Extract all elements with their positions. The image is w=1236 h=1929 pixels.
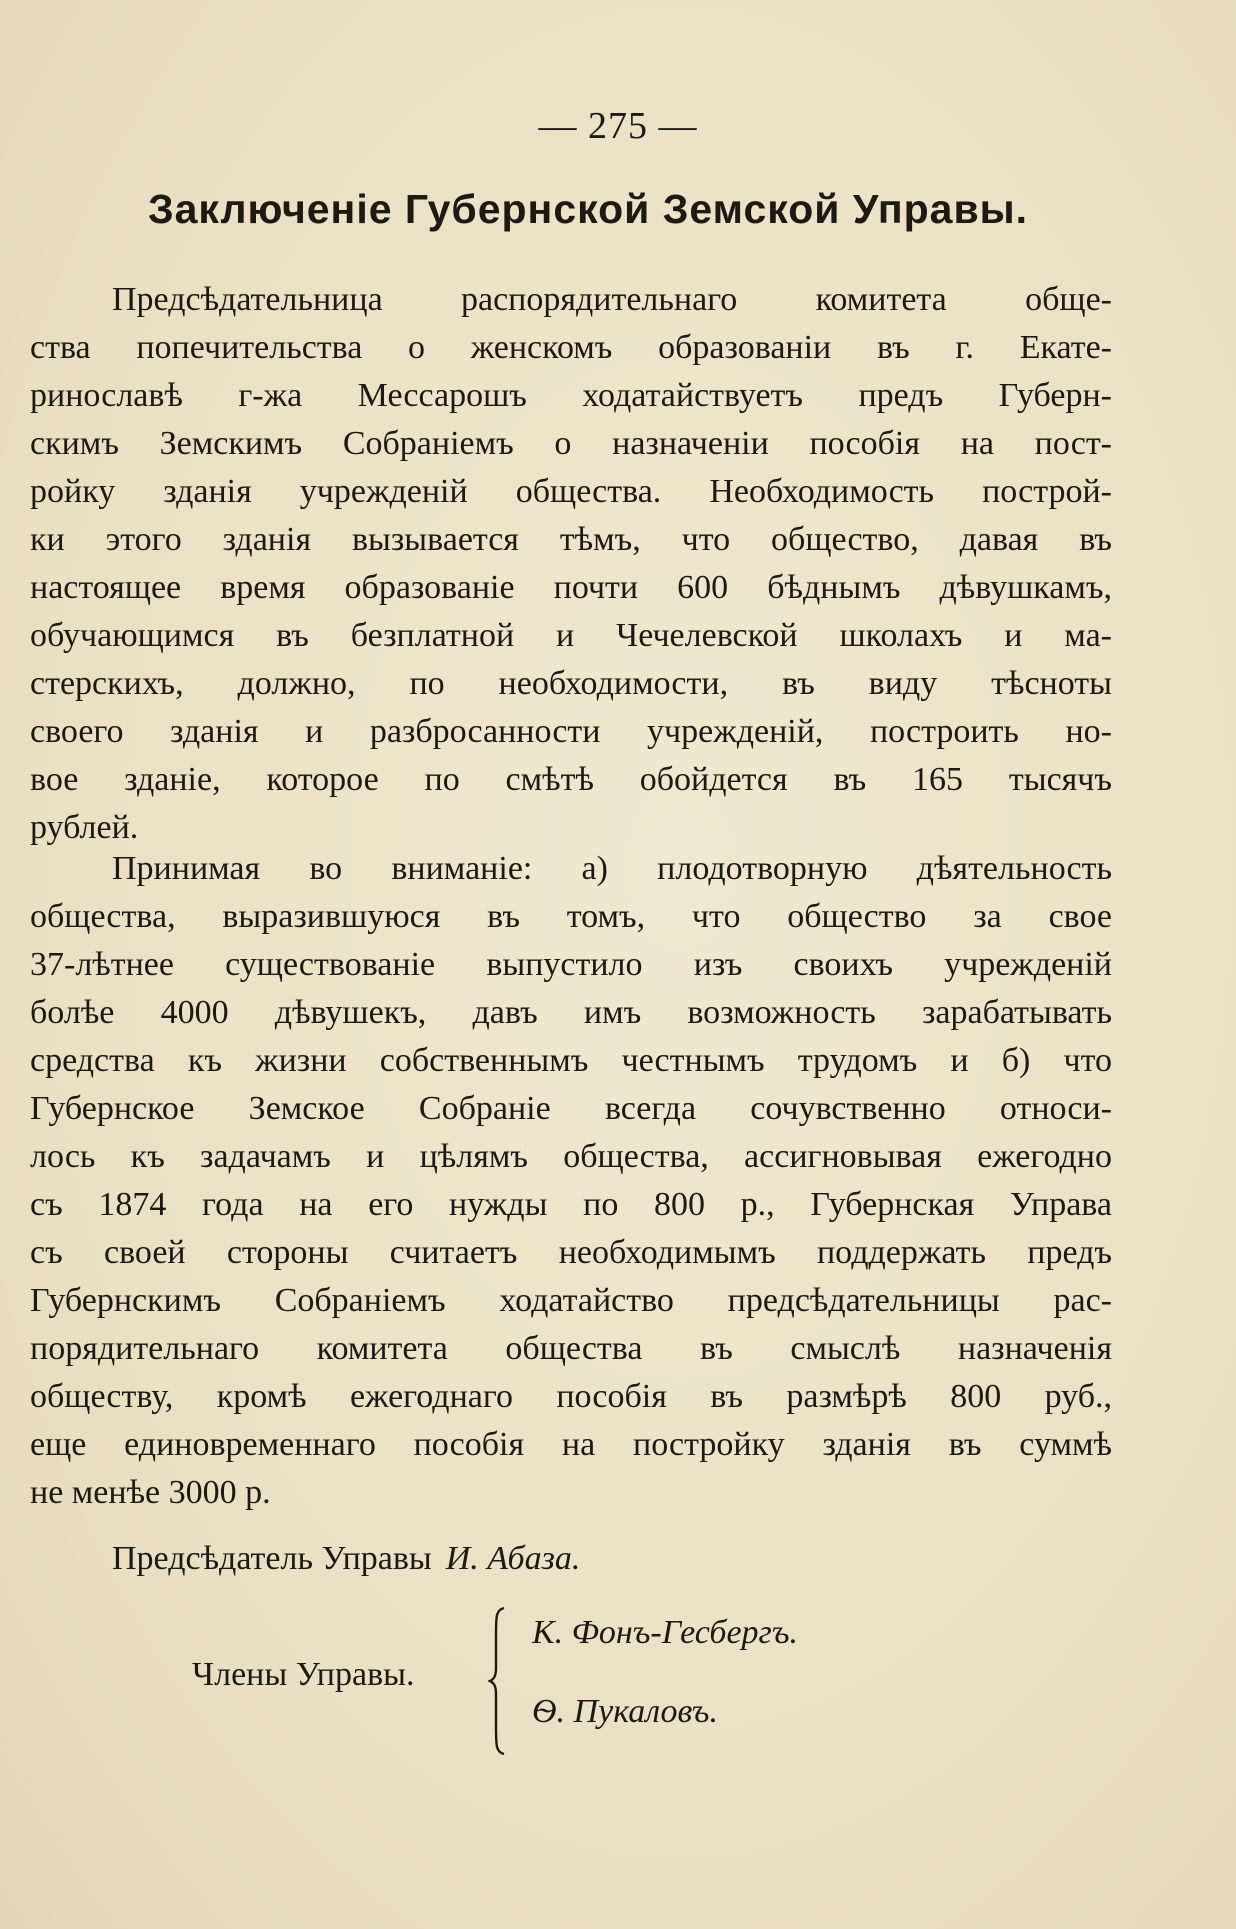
text-line: не менѣе 3000 р.: [30, 1474, 271, 1511]
text-line: своего зданiя и разбросанности учрежденiй, построить но-: [30, 713, 1112, 750]
member-name: Ѳ. Пукаловъ.: [532, 1693, 718, 1730]
text-line: средства къ жизни собственнымъ честнымъ трудомъ и б) что: [30, 1042, 1112, 1079]
text-line: рублей.: [30, 809, 139, 846]
text-line: болѣе 4000 дѣвушекъ, давъ имъ возможность зарабатывать: [30, 994, 1112, 1031]
curly-brace-icon: [488, 1606, 508, 1756]
text-line: обучающимся въ безплатной и Чечелевской школахъ и ма-: [30, 617, 1112, 654]
chairman-name: И. Абаза.: [445, 1540, 581, 1577]
paragraph-1: [30, 276, 1112, 852]
text-line: Губернскимъ Собранiемъ ходатайство предсѣдательницы рас-: [30, 1282, 1112, 1319]
members-label: Члены Управы.: [192, 1656, 415, 1693]
text-line: лось къ задачамъ и цѣлямъ общества, ассигновывая ежегодно: [30, 1138, 1112, 1175]
text-line: порядительнаго комитета общества въ смыслѣ назначенiя: [30, 1330, 1112, 1367]
text-line: 37-лѣтнее существованiе выпустило изъ своихъ учрежденiй: [30, 946, 1112, 983]
text-line: ройку зданiя учрежденiй общества. Необходимость построй-: [30, 473, 1112, 510]
chairman-label: Предсѣдатель Управы: [112, 1540, 432, 1577]
text-line: скимъ Земскимъ Собранiемъ о назначенiи пособiя на пост-: [30, 425, 1112, 462]
member-name: К. Фонъ-Гесбергъ.: [532, 1614, 798, 1651]
section-heading: Заключенiе Губернской Земской Управы.: [147, 186, 1029, 232]
page-number: — 275 —: [538, 105, 698, 147]
text-line: настоящее время образованiе почти 600 бѣднымъ дѣвушкамъ,: [30, 569, 1112, 606]
text-line: съ своей стороны считаетъ необходимымъ поддержать предъ: [30, 1234, 1112, 1271]
text-line: стерскихъ, должно, по необходимости, въ виду тѣсноты: [30, 665, 1112, 702]
text-line: Предсѣдательница распорядительнаго комитета обще-: [112, 281, 1112, 318]
chairman-signature: [112, 1540, 580, 1578]
text-line: ки этого зданiя вызывается тѣмъ, что общество, давая въ: [30, 521, 1112, 558]
paragraph-2: [30, 845, 1112, 1517]
text-line: ринославѣ г-жа Мессарошъ ходатайствуетъ предъ Губерн-: [30, 377, 1112, 414]
text-line: еще единовременнаго пособiя на постройку зданiя въ суммѣ: [30, 1426, 1112, 1463]
text-line: Губернское Земское Собранiе всегда сочувственно относи-: [30, 1090, 1112, 1127]
text-line: обществу, кромѣ ежегоднаго пособiя въ размѣрѣ 800 руб.,: [30, 1378, 1112, 1415]
text-line: съ 1874 года на его нужды по 800 р., Губернская Управа: [30, 1186, 1112, 1223]
text-line: Принимая во вниманiе: а) плодотворную дѣятельность: [112, 850, 1112, 887]
text-line: общества, выразившуюся въ томъ, что общество за свое: [30, 898, 1112, 935]
text-line: ства попечительства о женскомъ образованiи въ г. Екате-: [30, 329, 1112, 366]
text-line: вое зданiе, которое по смѣтѣ обойдется въ 165 тысячъ: [30, 761, 1112, 798]
